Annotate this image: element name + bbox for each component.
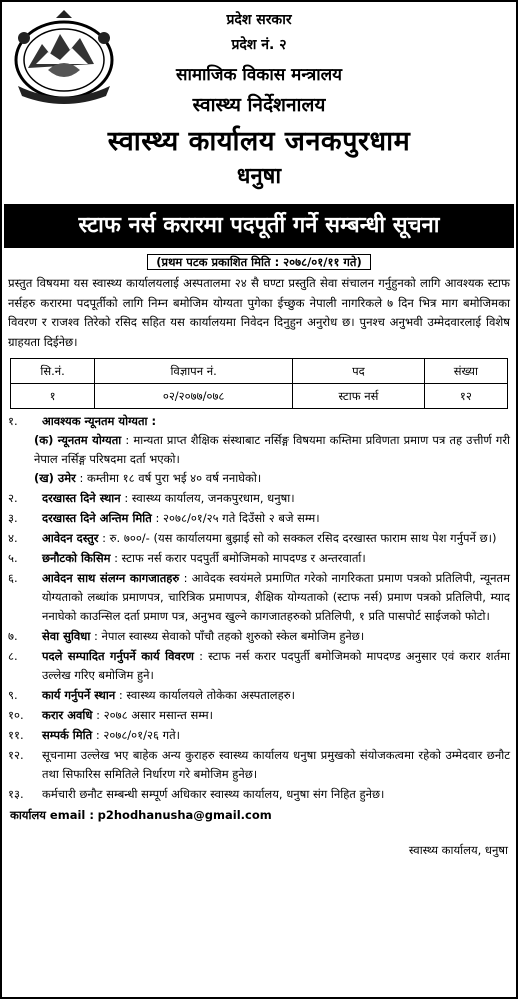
table-header: संख्या bbox=[424, 359, 507, 384]
list-item: २. दरखास्त दिने स्थान : स्वास्थ्य कार्यालय, जनकपुरधाम, धनुषा। bbox=[8, 491, 295, 505]
district-line: धनुषा bbox=[236, 164, 282, 189]
directorate-line: स्वास्थ्य निर्देशनालय bbox=[192, 94, 326, 116]
sub-item-age: (ख) उमेर : कम्तीमा १८ वर्ष पुरा भई ४० वर्ष ननाघेको। bbox=[34, 471, 262, 485]
table-cell: १ bbox=[11, 384, 95, 409]
list-item: ६. आवेदन साथ संलग्न कागजातहरु : आवेदक स्वयंमले प्रमाणित गरेको नागरिकता प्रमाण पत्रको प्रतिलिपी, न्यूनतम योग्यताको लब्धांक प्रमाणपत्र, चारित्रिक प्रमाणपत्र, शैक्षिक योग्यताको (स्टाफ नर्स) प्रमाण पत्रको प्रतिलिपी, म्याद ननाघेको काउन्सिल दर्ता प्रमाण पत्र, अनुभव खुल्ने कागजातहरुको प्रतिलिपी, १ प्रति पासपोर्ट साईजको फोटो। bbox=[8, 571, 510, 623]
notice-banner: स्टाफ नर्स करारमा पदपूर्ती गर्ने सम्बन्धी सूचना bbox=[4, 204, 514, 248]
signature: स्वास्थ्य कार्यालय, धनुषा bbox=[408, 843, 508, 857]
header bbox=[2, 2, 516, 202]
list-item: ९. कार्य गर्नुपर्ने स्थान : स्वास्थ्य कार्यालयले तोकेका अस्पतालहरु। bbox=[8, 688, 295, 702]
list-item: १३. कर्मचारी छनौट सम्बन्धी सम्पूर्ण अधिकार स्वास्थ्य कार्यालय, धनुषा संग निहित हुनेछ। bbox=[8, 787, 385, 801]
table-header: विज्ञापन नं. bbox=[95, 359, 293, 384]
publish-date: (प्रथम पटक प्रकाशित मिति : २०७८/०१/११ गते) bbox=[2, 255, 516, 270]
list-item: ११. सम्पर्क मिति : २०७८/०१/२६ गते। bbox=[8, 728, 181, 742]
table-cell: १२ bbox=[424, 384, 507, 409]
table-header-row bbox=[11, 359, 508, 384]
sub-item-min-qualification: (क) न्यूनतम योग्यता : मान्यता प्राप्त शैक्षिक संस्थाबाट नर्सिङ्ग विषयमा कम्तिमा प्रविणता प्रमाण पत्र तह उत्तीर्ण गरी नेपाल नर्सिङ्ग परिषदमा दर्ता भएको। bbox=[34, 433, 510, 466]
list-item: १२. सूचनामा उल्लेख भए बाहेक अन्य कुराहरु स्वास्थ्य कार्यालय धनुषा प्रमुखको संयोजकत्वमा रहेको उम्मेदवार छनौट तथा सिफारिस समितिले निर्धारण गरे बमोजिम हुनेछ। bbox=[8, 748, 510, 781]
intro-paragraph: प्रस्तुत विषयमा यस स्वास्थ्य कार्यालयलाई अस्पतालमा २४ सै घण्टा प्रस्तुति सेवा संचालन गर्नुहुनको लागि आवश्यक स्टाफ नर्सहरु करारमा पदपूर्तीको लागि निम्न बमोजिम योग्यता पुगेका ईच्छुक नेपाली नागरिकले ७ दिन भित्र माग बमोजिमका विवरण र राजश्व तिरेको रसिद सहित यस कार्यालयमा निवेदन दिनुहुन अनुरोध छ। पुनश्च अनुभवी उम्मेदवारलाई विशेष ग्राहयता दिईनेछ। bbox=[8, 276, 510, 349]
province-line: प्रदेश नं. २ bbox=[231, 37, 287, 53]
office-line: स्वास्थ्य कार्यालय जनकपुरधाम bbox=[107, 126, 411, 157]
list-item: ८. पदले सम्पादित गर्नुपर्ने कार्य विवरण : स्टाफ नर्स करार पदपुर्ती बमोजिमको मापदण्ड अनुसार एवं करार शर्तमा उल्लेख गरिए बमोजिम हुने। bbox=[8, 649, 510, 682]
list-item: ५. छनौटको किसिम : स्टाफ नर्स करार पदपुर्ती बमोजिमको मापदण्ड र अन्तरवार्ता। bbox=[8, 551, 366, 565]
contact-email bbox=[2, 804, 516, 825]
vacancy-table bbox=[10, 358, 508, 409]
table-row bbox=[11, 384, 508, 409]
gov-line: प्रदेश सरकार bbox=[226, 12, 292, 28]
table-cell: ०२/२०७७/०७८ bbox=[95, 384, 293, 409]
email-label: कार्यालय email : bbox=[10, 808, 94, 822]
list-item: १०. करार अवधि : २०७८ असार मसान्त सम्म। bbox=[8, 708, 213, 722]
list-item: ४. आवेदन दस्तुर : रु. ७००/- (यस कार्यालयमा बुझाई सो को सक्कल रसिद दरखास्त फाराम साथ पेश गर्नुपर्ने छ।) bbox=[8, 531, 497, 545]
ministry-line: सामाजिक विकास मन्त्रालय bbox=[175, 65, 343, 85]
email-link[interactable]: p2hodhanusha@gmail.com bbox=[97, 808, 272, 822]
nepal-emblem-icon bbox=[8, 8, 120, 106]
list-item: ७. सेवा सुविधा : नेपाल स्वास्थ्य सेवाको पाँचौ तहको शुरुको स्केल बमोजिम हुनेछ। bbox=[8, 629, 365, 643]
table-header: पद bbox=[293, 359, 425, 384]
list-item: १. आवश्यक न्यूनतम योग्यता : bbox=[8, 414, 157, 428]
requirements-list bbox=[2, 409, 516, 804]
table-cell: स्टाफ नर्स bbox=[293, 384, 425, 409]
table-header: सि.नं. bbox=[11, 359, 95, 384]
list-item: ३. दरखास्त दिने अन्तिम मिति : २०७८/०१/२५ गते दिउँसो २ बजे सम्म। bbox=[8, 511, 320, 525]
